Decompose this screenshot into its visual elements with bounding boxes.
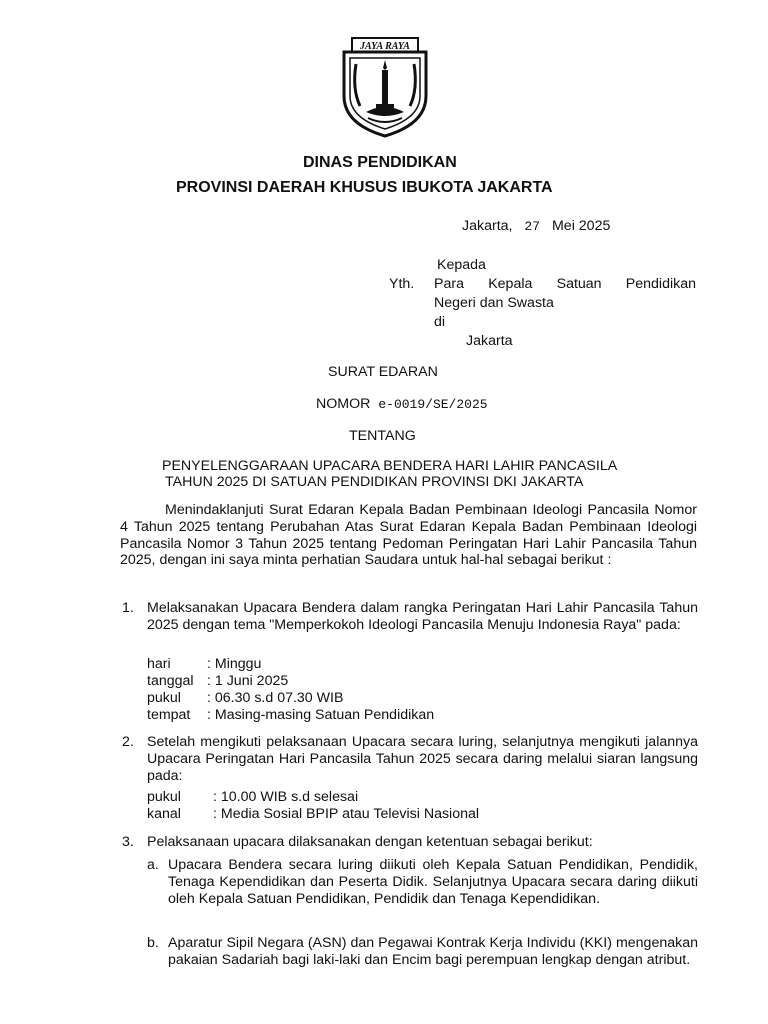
detail-value: : 1 Juni 2025 — [207, 673, 289, 689]
subject-line-2: TAHUN 2025 DI SATUAN PENDIDIKAN PROVINSI DKI JAKARTA — [165, 474, 584, 490]
document-number — [316, 396, 488, 413]
nomor-value: e-0019/SE/2025 — [378, 397, 488, 412]
logo-text: JAYA RAYA — [360, 41, 410, 52]
detail-value: : Masing-masing Satuan Pendidikan — [207, 707, 435, 723]
subject-line-1: PENYELENGGARAAN UPACARA BENDERA HARI LAHIR PANCASILA — [162, 458, 618, 474]
item-1-detail-row — [147, 690, 343, 706]
item-1-text: Melaksanakan Upacara Bendera dalam rangka Peringatan Hari Lahir Pancasila Tahun 2025 dengan tema "Memperkokoh Ideologi Pancasila Menuju Indonesia Raya" pada: — [147, 600, 698, 633]
detail-label: hari — [147, 656, 171, 672]
detail-value: : 10.00 WIB s.d selesai — [213, 789, 359, 805]
recipient-line-1: Para Kepala Satuan Pendidikan — [434, 276, 696, 292]
subitem-a-letter: a. — [147, 857, 159, 873]
detail-value: : Media Sosial BPIP atau Televisi Nasional — [213, 806, 480, 822]
item-2-detail-row — [147, 789, 358, 805]
subitem-a-text: Upacara Bendera secara luring diikuti oleh Kepala Satuan Pendidikan, Pendidik, Tenaga Kependidikan dan Peserta Didik. Selanjutnya Upacara secara daring diikuti oleh Kepala Satuan Pendidikan, Pendidik dan Tenaga Kependidikan. — [168, 857, 698, 907]
letter-date — [462, 218, 610, 235]
intro-paragraph: Menindaklanjuti Surat Edaran Kepala Badan Pembinaan Ideologi Pancasila Nomor 4 Tahun 2025 tentang Perubahan Atas Surat Edaran Kepala Badan Pembinaan Ideologi Pancasila Nomor 3 Tahun 2025 tentang Pedoman Peringatan Hari Lahir Pancasila Tahun 2025, dengan ini saya minta perhatian Saudara untuk hal-hal sebagai berikut : — [120, 502, 697, 569]
jakarta-crest-logo — [338, 34, 432, 138]
recipient-kepada: Kepada — [437, 257, 486, 273]
recipient-di: di — [434, 314, 446, 330]
subitem-b-text: Aparatur Sipil Negara (ASN) dan Pegawai Kontrak Kerja Individu (KKI) mengenakan pakaian Sadariah bagi laki-laki dan Encim bagi perempuan lengkap dengan atribut. — [168, 935, 698, 968]
recipient-line-2: Negeri dan Swasta — [434, 295, 554, 311]
item-3-text: Pelaksanaan upacara dilaksanakan dengan ketentuan sebagai berikut: — [147, 834, 593, 850]
jakarta-crest-icon — [338, 34, 432, 138]
item-2-number: 2. — [122, 734, 134, 750]
detail-label: pukul — [147, 789, 181, 805]
date-day: 27 — [524, 219, 541, 234]
detail-label: kanal — [147, 806, 181, 822]
tentang-label: TENTANG — [349, 428, 416, 444]
detail-label: tanggal — [147, 673, 194, 689]
item-2-text: Setelah mengikuti pelaksanaan Upacara secara luring, selanjutnya mengikuti jalannya Upacara Peringatan Hari Pancasila Tahun 2025 secara daring melalui siaran langsung pada: — [147, 734, 698, 784]
date-month-year: Mei 2025 — [551, 218, 611, 234]
date-place: Jakarta, — [462, 218, 513, 234]
item-1-detail-row — [147, 656, 261, 672]
header-line-2: PROVINSI DAERAH KHUSUS IBUKOTA JAKARTA — [176, 179, 553, 196]
recipient-yth: Yth. — [389, 276, 415, 292]
item-1-detail-row — [147, 707, 434, 723]
header-line-1: DINAS PENDIDIKAN — [303, 154, 457, 171]
nomor-label: NOMOR — [316, 396, 371, 412]
item-1-number: 1. — [122, 600, 134, 616]
document-type: SURAT EDARAN — [328, 364, 438, 380]
item-1-detail-row — [147, 673, 288, 689]
item-2-detail-row — [147, 806, 479, 822]
detail-label: pukul — [147, 690, 181, 706]
detail-value: : 06.30 s.d 07.30 WIB — [207, 690, 344, 706]
detail-value: : Minggu — [207, 656, 262, 672]
detail-label: tempat — [147, 707, 191, 723]
item-3-number: 3. — [122, 834, 134, 850]
recipient-city: Jakarta — [466, 333, 513, 349]
subitem-b-letter: b. — [147, 935, 159, 951]
